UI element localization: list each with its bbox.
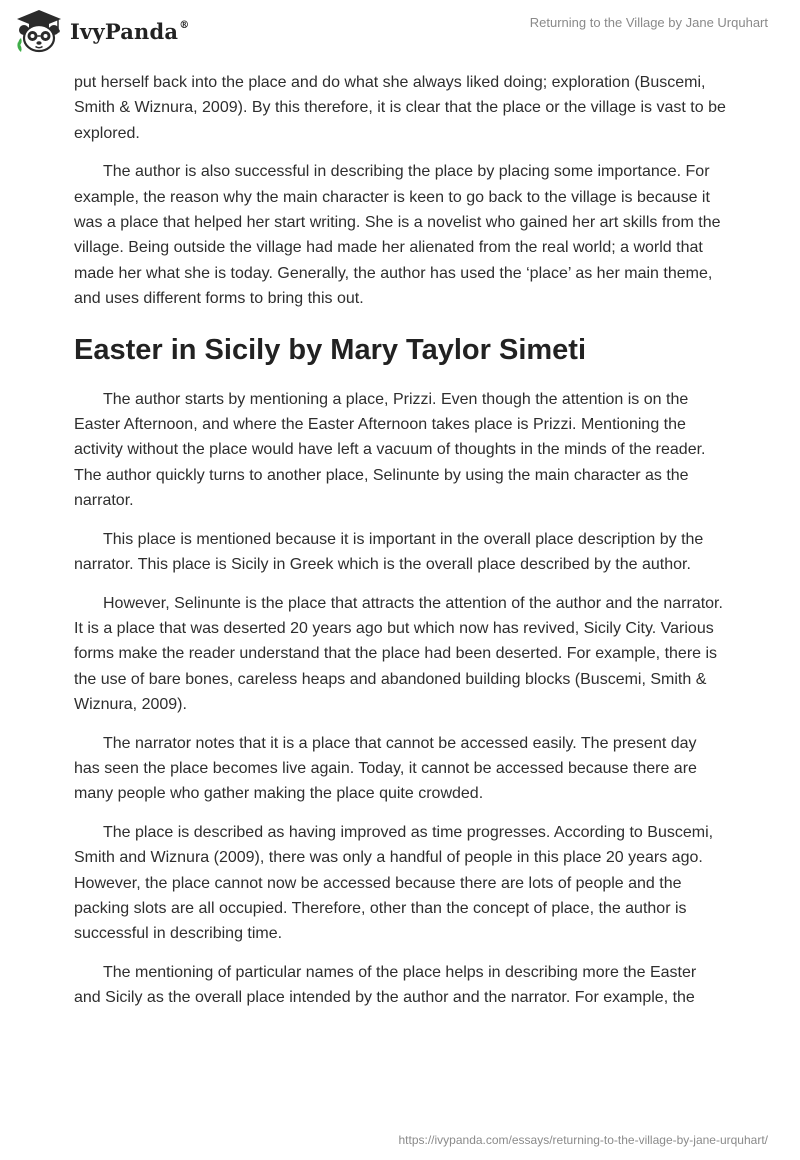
brand-name: IvyPanda® [70,18,190,44]
paragraph: The author is also successful in describing the place by placing some importance. For example, the reason why the main character is keen to go back to the village is because it was a place that helped her start writing. She is a novelist who gained her art skills from the village. Being outside the village had made her alienated from the real world; a world that made her what she is today. Generally, the author has used the ‘place’ as her main theme, and uses different forms to bring this out. [74,163,721,308]
essay-content [74,70,726,1024]
section-heading: Easter in Sicily by Mary Taylor Simeti [74,333,587,366]
paragraph: The place is described as having improved as time progresses. According to Buscemi, Smith and Wiznura (2009), there was only a handful of people in this place 20 years ago. However, the place cannot now be accessed because there are lots of people and the packing slots are all occupied. Therefore, other than the concept of place, the author is successful in describing time. [74,823,714,943]
paragraph: The author starts by mentioning a place, Prizzi. Even though the attention is on the Easter Afternoon, and where the Easter Afternoon takes place is Prizzi. Mentioning the activity without the place would have left a vacuum of thoughts in the minds of the reader. The author quickly turns to another place, Selinunte by using the main character as the narrator. [74,390,706,510]
source-url[interactable]: https://ivypanda.com/essays/returning-to-the-village-by-jane-urquhart/ [398,1133,768,1147]
paragraph: put herself back into the place and do what she always liked doing; exploration (Buscemi, Smith & Wiznura, 2009). By this therefore, it is clear that the place or the village is vast to be explored. [74,74,726,142]
logo[interactable] [14,8,189,54]
trademark-symbol: ® [179,19,190,31]
paragraph: The narrator notes that it is a place that cannot be accessed easily. The present day has seen the place becomes live again. Today, it cannot be accessed because there are many people who gather making the place quite crowded. [74,734,697,803]
paragraph: However, Selinunte is the place that attracts the attention of the author and the narrator. It is a place that was deserted 20 years ago but which now has revived, Sicily City. Various forms make the reader understand that the place had been deserted. For example, there is the use of bare bones, careless heaps and abandoned building blocks (Buscemi, Smith & Wiznura, 2009). [74,594,723,714]
panda-logo-icon [14,8,64,54]
paragraph: The mentioning of particular names of the place helps in describing more the Easter and Sicily as the overall place intended by the author and the narrator. For example, the [74,963,697,1007]
paragraph: This place is mentioned because it is important in the overall place description by the narrator. This place is Sicily in Greek which is the overall place described by the author. [74,530,704,574]
page-header [0,0,800,64]
document-title: Returning to the Village by Jane Urquhart [529,15,768,30]
